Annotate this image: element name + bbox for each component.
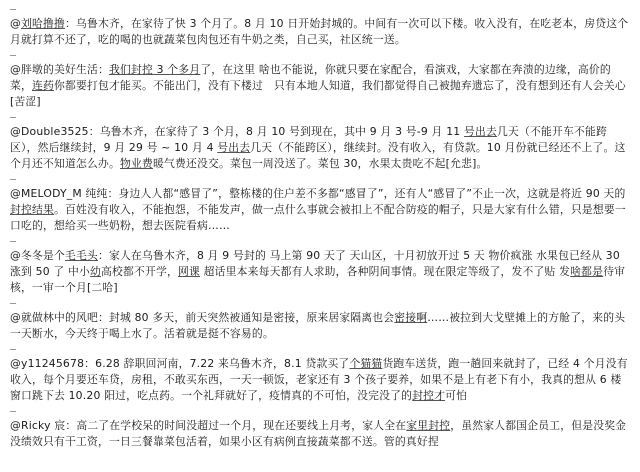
- post-text: @就做林中的风吧：封城 80 多天，前天突然被通知是密接，原来居家隔离也会: [10, 311, 395, 324]
- underlined-text: 毛毛头: [64, 249, 98, 262]
- underlined-text: 密接啊: [394, 311, 428, 324]
- post-text: @Ricky 宸：高二了在学校呆的时间没超过一个月，现在还要线上月考，家人全在: [10, 419, 407, 432]
- separator: [10, 48, 630, 62]
- separator: [10, 2, 630, 16]
- separator: [10, 234, 630, 248]
- separator: [10, 172, 630, 186]
- underlined-text: 号出去: [217, 141, 251, 154]
- underlined-text: 我们封控 3 个多月: [108, 63, 201, 76]
- post-4: [10, 186, 630, 234]
- underlined-text: 幼: [90, 265, 102, 278]
- underlined-text: 啥都是: [570, 265, 604, 278]
- post-text: ……被拉到大戈壁摊上的方舱了，来的头一天断水，今天终于喝上水了。活着就是挺不容易的。: [10, 311, 626, 340]
- post-text: @冬冬是个: [10, 249, 65, 262]
- post-text: 可怕: [445, 389, 468, 402]
- underlined-text: 刘哈撸撸: [21, 17, 65, 30]
- separator: [10, 342, 630, 356]
- post-7: [10, 356, 630, 404]
- post-text: ：乌鲁木齐，在家待了快 3 个月了。8 月 10 日开始封城的。中间有一次可以下楼。收入没有，在吃老本，房贷这个月就打算不还了，吃的喝的也就蔬菜包肉包还有牛奶之类，自己买，社区统一送。: [10, 17, 629, 46]
- underlined-text: 封控结果: [10, 203, 54, 216]
- separator: [10, 404, 630, 418]
- post-2: [10, 62, 630, 110]
- post-text: 待审核，一审一个月[二哈]: [10, 265, 626, 294]
- post-8: [10, 418, 630, 450]
- post-text: 货跑车送货，跑一趟回来就封了，已经 4 个月没有收入，每个月要还车贷，房租，不敢买东西，一天一顿饭，老家还有 3 个孩子要养，如果不是上有老下有小，我真的想从 6 楼窗口跳下去 10.20 阳过，吃点药。一个礼拜就好了，疫情真的不可怕，没完没了的: [10, 357, 628, 402]
- underlined-text: 号出去: [463, 125, 497, 138]
- post-text: @MELODY_M 纯纯：身边人人都“感冒了”，整栋楼的住户差不多都“感冒了”，还有人“感冒了”不止一次，这就是将近 90 天的: [10, 187, 626, 200]
- post-text: @胖墩的美好生活：: [10, 63, 109, 76]
- underlined-text: 家里封控: [406, 419, 451, 432]
- underlined-text: 封控才: [412, 389, 446, 402]
- post-text: 你都要打包才能买。不能出门，没有下楼过 只有本地人知道，我们都觉得自己被抛弃遗忘了，没有想到还有人会关心[苦涩]: [10, 79, 626, 108]
- post-text: @Double3525：乌鲁木齐，在家待了 3 个月，8 月 10 号到现在，其中 9 月 3 号-9 月 11: [10, 125, 464, 138]
- post-text: 高校都不开学，: [101, 265, 179, 278]
- underlined-text: 网课: [178, 265, 201, 278]
- post-text: ，虽然家人都国企员工，但是没奖金没绩效只有干工资，一日三餐靠菜包活着，如果小区有病例直接蔬菜都不送。管的真好捏: [10, 419, 627, 448]
- separator: [10, 296, 630, 310]
- separator: [10, 110, 630, 124]
- post-text: 几天（不能开车不能跨区），然后继续封，9 月 29 号 ~ 10 月 4: [10, 125, 607, 154]
- post-text: @y11245678：6.28 辞职回河南，7.22 来乌鲁木齐，8.1 贷款买了: [10, 357, 350, 370]
- underlined-text: 物业费: [119, 157, 153, 170]
- post-text: ：家人在乌鲁木齐，8 月 9 号封的 马上第 90 天了 天山区，十月初放开过 5 天 物价疯涨 水果包已经从 30 涨到 50 了 中小: [10, 249, 620, 278]
- post-text: @: [10, 17, 21, 30]
- post-3: [10, 124, 630, 172]
- post-5: [10, 248, 630, 296]
- underlined-text: 个猫猫: [349, 357, 383, 370]
- post-text: 超话里本来每天都有人求助，各种阴间事情。现在限定等级了，发不了贴 发: [200, 265, 571, 278]
- post-1: [10, 16, 630, 48]
- underlined-text: 连药: [32, 79, 54, 92]
- post-text: 几天（不能跨区），继续封。没有收入，有贷款。10 月份就已经还不上了。这个月还不知道怎么办。: [10, 141, 626, 170]
- post-6: [10, 310, 630, 342]
- post-text: 。百姓没有收入，不能抱怨，不能发声，做一点什么事就会被扣上不配合防疫的帽子，只是大家有什么错，只是想要一口吃的，想给买一些奶粉，想去医院看病……: [10, 203, 626, 232]
- post-text: 暖气费还没交。菜包一周没送了。菜包 30，水果太贵吃不起[允悲]。: [152, 157, 488, 170]
- post-text: 了，在这里 啥也不能说，你就只要在家配合，看演戏，大家都在奔溃的边缘，高价的菜，: [10, 63, 611, 92]
